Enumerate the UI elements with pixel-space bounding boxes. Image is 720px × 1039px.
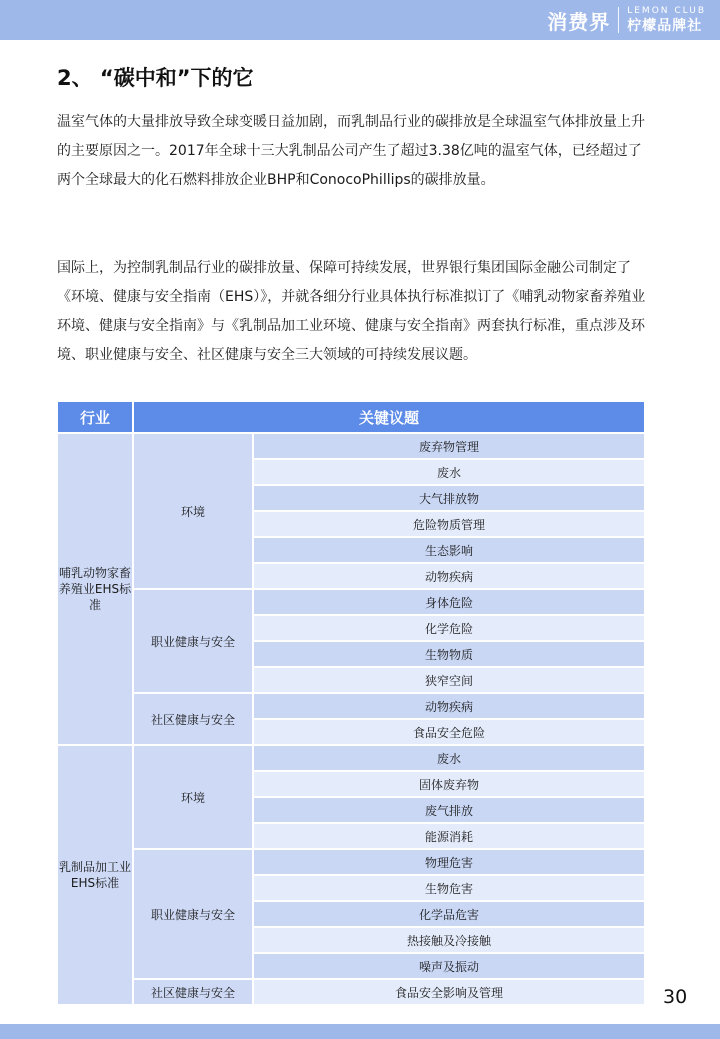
- table-body: [57, 433, 645, 1005]
- issue-cell: 生态影响: [253, 537, 645, 563]
- issue-cell: 食品安全影响及管理: [253, 979, 645, 1005]
- header-industry: 行业: [57, 401, 133, 433]
- industry-cell: 哺乳动物家畜养殖业EHS标准: [57, 433, 133, 745]
- issue-cell: 化学危险: [253, 615, 645, 641]
- category-cell: 职业健康与安全: [133, 849, 253, 979]
- issue-cell: 身体危险: [253, 589, 645, 615]
- issue-cell: 狭窄空间: [253, 667, 645, 693]
- table-row: [57, 745, 645, 771]
- logo-divider: [618, 7, 619, 33]
- issue-cell: 生物危害: [253, 875, 645, 901]
- issue-cell: 动物疾病: [253, 563, 645, 589]
- issue-cell: 固体废弃物: [253, 771, 645, 797]
- issue-cell: 废水: [253, 459, 645, 485]
- logo-sub-text: 柠檬品牌社: [627, 18, 703, 34]
- table-row: [57, 433, 645, 459]
- category-cell: 职业健康与安全: [133, 589, 253, 693]
- table-row: [57, 979, 645, 1005]
- table-row: [57, 693, 645, 719]
- issue-cell: 废气排放: [253, 797, 645, 823]
- issue-cell: 废弃物管理: [253, 433, 645, 459]
- issue-cell: 化学品危害: [253, 901, 645, 927]
- logo-cn-text: 消费界: [547, 9, 611, 34]
- bottom-banner: [0, 1024, 720, 1039]
- paragraph-1: 温室气体的大量排放导致全球变暖日益加剧，而乳制品行业的碳排放是全球温室气体排放量上升的主要原因之一。2017年全球十三大乳制品公司产生了超过3.38亿吨的温室气体，已经超过了两个全球最大的化石燃料排放企业BHP和ConocoPhillips的碳排放量。: [57, 114, 645, 188]
- issue-cell: 废水: [253, 745, 645, 771]
- page-number: 30: [663, 986, 688, 1008]
- issue-cell: 动物疾病: [253, 693, 645, 719]
- table-row: [57, 589, 645, 615]
- category-cell: 环境: [133, 433, 253, 589]
- issue-cell: 大气排放物: [253, 485, 645, 511]
- table-row: [57, 849, 645, 875]
- issue-cell: 热接触及冷接触: [253, 927, 645, 953]
- issue-cell: 危险物质管理: [253, 511, 645, 537]
- issue-cell: 能源消耗: [253, 823, 645, 849]
- logo-en-text: LEMON CLUB: [627, 6, 706, 16]
- category-cell: 社区健康与安全: [133, 979, 253, 1005]
- issue-cell: 生物物质: [253, 641, 645, 667]
- section-title: 2、 “碳中和”下的它: [57, 66, 254, 90]
- brand-logo: [547, 3, 706, 37]
- industry-cell: 乳制品加工业EHS标准: [57, 745, 133, 1005]
- issue-cell: 物理危害: [253, 849, 645, 875]
- issue-cell: 食品安全危险: [253, 719, 645, 745]
- category-cell: 环境: [133, 745, 253, 849]
- category-cell: 社区健康与安全: [133, 693, 253, 745]
- header-key-issues: 关键议题: [133, 401, 645, 433]
- paragraph-2: 国际上，为控制乳制品行业的碳排放量、保障可持续发展，世界银行集团国际金融公司制定了《环境、健康与安全指南（EHS）》，并就各细分行业具体执行标准拟订了《哺乳动物家畜养殖业环境、健康与安全指南》与《乳制品加工业环境、健康与安全指南》两套执行标准，重点涉及环境、职业健康与安全、社区健康与安全三大领域的可持续发展议题。: [57, 260, 646, 363]
- issue-cell: 噪声及振动: [253, 953, 645, 979]
- top-banner: [0, 0, 720, 40]
- ehs-issues-table: [56, 400, 646, 1006]
